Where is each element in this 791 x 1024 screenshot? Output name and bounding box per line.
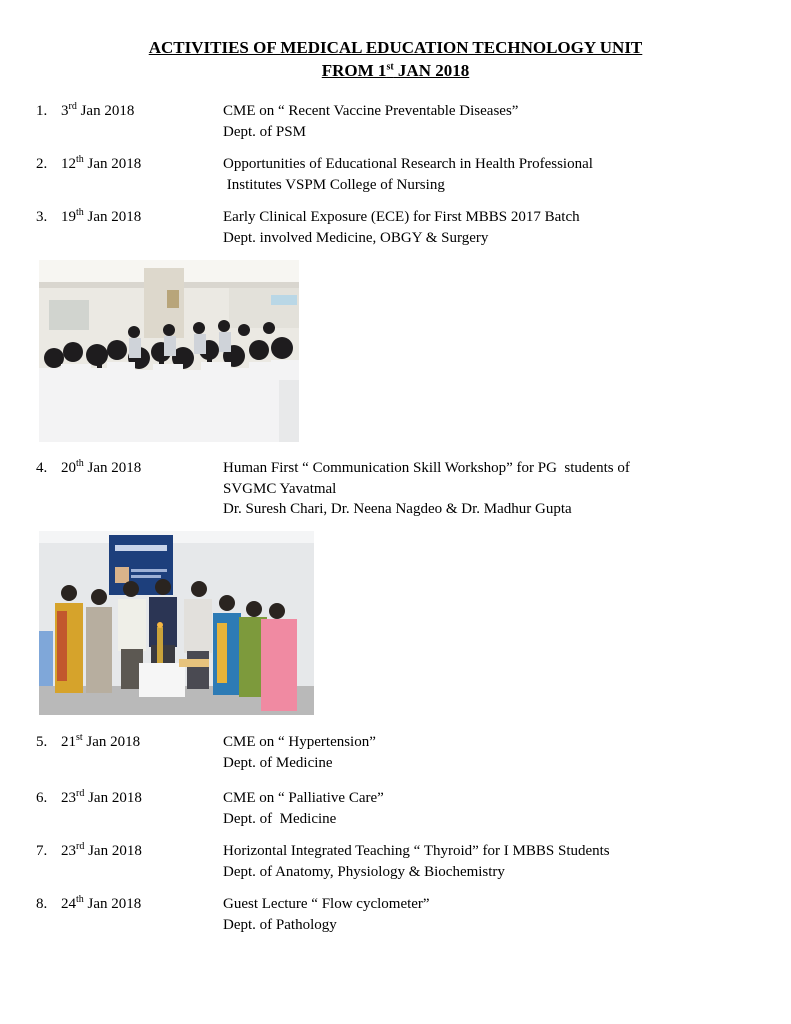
item-number: 6. [36,790,48,806]
ece-session-photo [39,260,299,442]
item-number: 2. [36,156,48,172]
page-title: ACTIVITIES OF MEDICAL EDUCATION TECHNOLOGY UNIT [148,38,643,57]
item-number: 4. [36,460,48,476]
item-description: CME on “ Recent Vaccine Preventable Diseases” Dept. of PSM [223,103,519,140]
item-number: 7. [36,843,48,859]
item-date: 21st Jan 2018 [61,732,141,750]
item-description: Human First “ Communication Skill Workshop” for PG students of SVGMC Yavatmal Dr. Suresh Chari, Dr. Neena Nagdeo & Dr. Madhur Gupta [223,460,630,517]
item-date: 23rd Jan 2018 [61,841,142,859]
item-number: 8. [36,896,48,912]
item-description: Guest Lecture “ Flow cyclometer” Dept. of Pathology [223,896,430,933]
item-description: CME on “ Hypertension” Dept. of Medicine [223,734,376,771]
item-date: 19th Jan 2018 [61,207,142,225]
item-date: 12th Jan 2018 [61,154,142,172]
item-number: 5. [36,734,48,750]
item-date: 20th Jan 2018 [61,458,142,476]
item-date: 23rd Jan 2018 [61,788,142,806]
item-date: 24th Jan 2018 [61,894,142,912]
workshop-inauguration-photo [39,531,314,715]
item-number: 1. [36,103,48,119]
item-description: Early Clinical Exposure (ECE) for First MBBS 2017 Batch Dept. involved Medicine, OBGY & Surgery [223,209,580,246]
item-description: CME on “ Palliative Care” Dept. of Medicine [223,790,384,827]
item-number: 3. [36,209,48,225]
item-description: Opportunities of Educational Research in Health Professional Institutes VSPM College of Nursing [223,156,593,193]
item-date: 3rd Jan 2018 [61,101,135,119]
item-description: Horizontal Integrated Teaching “ Thyroid” for I MBBS Students Dept. of Anatomy, Physiology & Biochemistry [223,843,610,880]
page-subtitle: FROM 1st JAN 2018 [321,61,470,80]
